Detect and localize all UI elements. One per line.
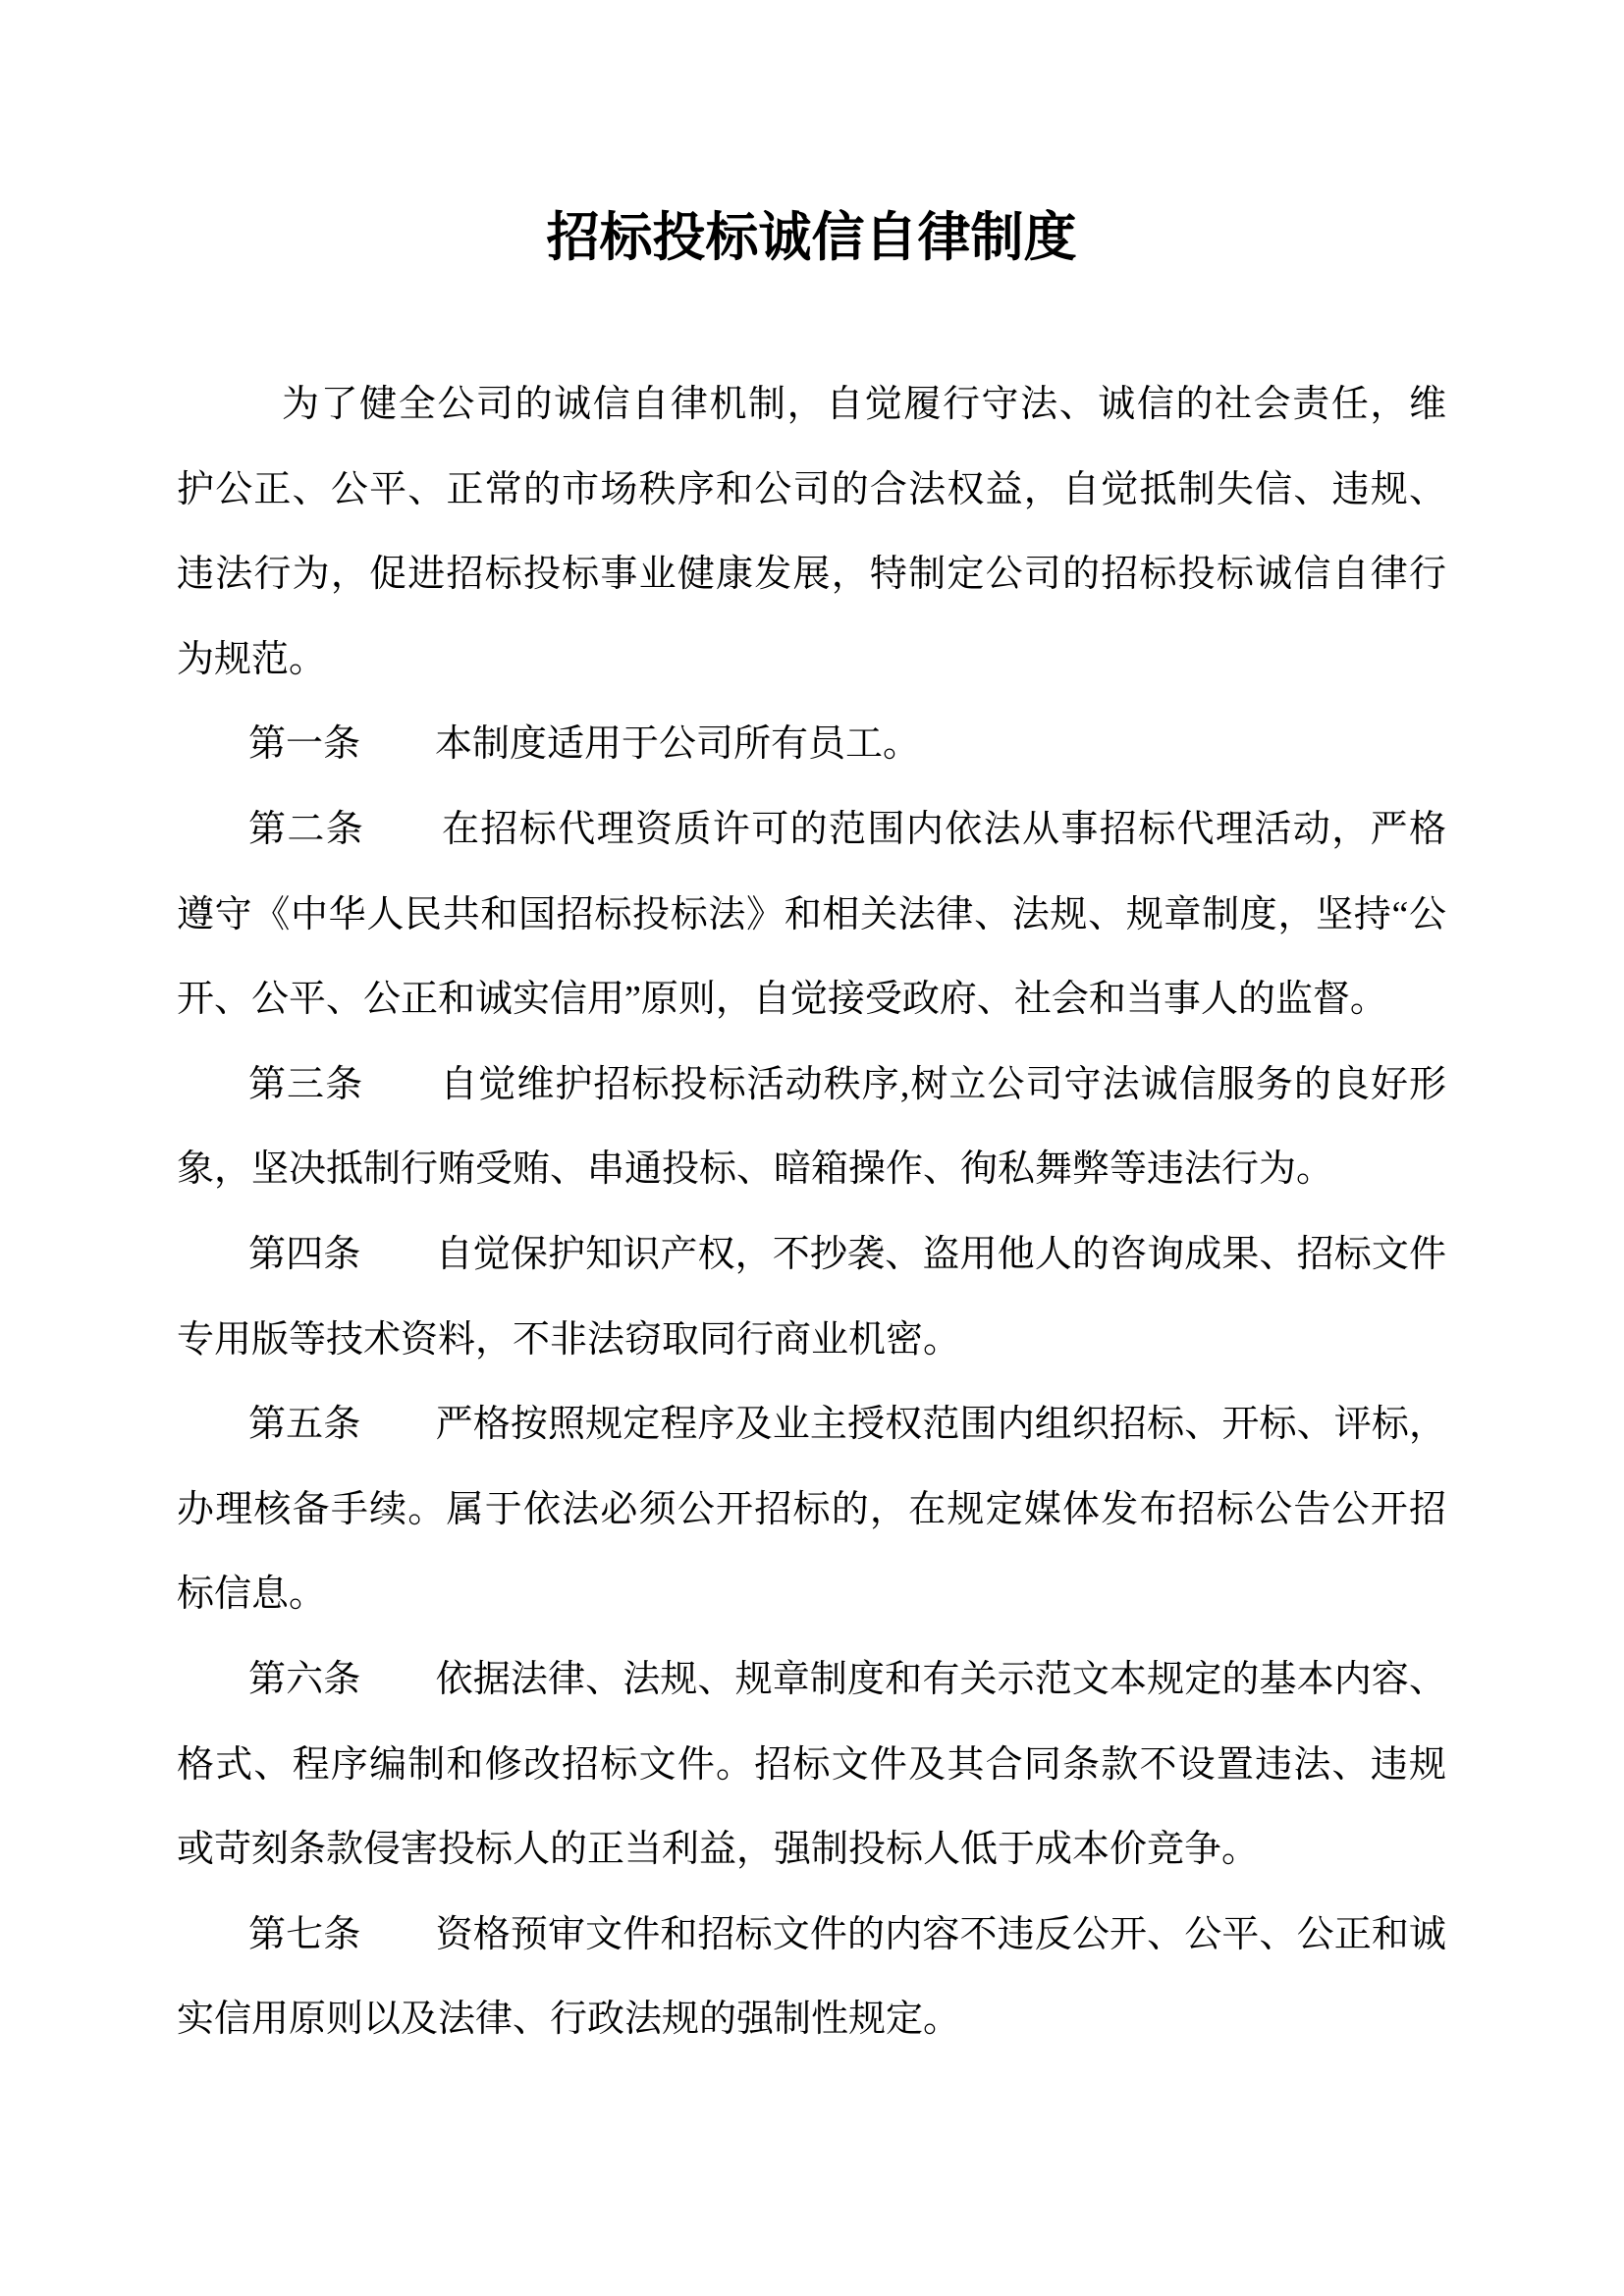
document-body xyxy=(177,362,1446,2062)
text-line: 开、公平、公正和诚实信用”原则，自觉接受政府、社会和当事人的监督。 xyxy=(177,979,1387,1021)
document-title: 招标投标诚信自律制度 xyxy=(546,208,1077,267)
text-line: 违法行为，促进招标投标事业健康发展，特制定公司的招标投标诚信自律行 xyxy=(177,554,1446,596)
text-line: 实信用原则以及法律、行政法规的强制性规定。 xyxy=(177,1999,961,2041)
text-line: 第七条 资格预审文件和招标文件的内容不违反公开、公平、公正和诚 xyxy=(248,1913,1446,1955)
text-line: 格式、程序编制和修改招标文件。招标文件及其合同条款不设置违法、违规 xyxy=(177,1743,1446,1786)
text-line: 为规范。 xyxy=(177,638,327,680)
text-line: 办理核备手续。属于依法必须公开招标的，在规定媒体发布招标公告公开招 xyxy=(177,1488,1446,1530)
text-line: 第六条 依据法律、法规、规章制度和有关示范文本规定的基本内容、 xyxy=(248,1658,1446,1700)
text-line: 遵守《中华人民共和国招标投标法》和相关法律、法规、规章制度，坚持“公 xyxy=(177,893,1446,935)
text-line: 象，坚决抵制行贿受贿、串通投标、暗箱操作、徇私舞弊等违法行为。 xyxy=(177,1148,1334,1191)
text-line: 为了健全公司的诚信自律机制，自觉履行守法、诚信的社会责任，维 xyxy=(282,384,1446,425)
text-line: 第五条 严格按照规定程序及业主授权范围内组织招标、开标、评标， xyxy=(248,1404,1446,1446)
text-line: 第三条 自觉维护招标投标活动秩序,树立公司守法诚信服务的良好形 xyxy=(248,1063,1446,1105)
text-line: 护公正、公平、正常的市场秩序和公司的合法权益，自觉抵制失信、违规、 xyxy=(177,468,1446,510)
text-line: 第二条 在招标代理资质许可的范围内依法从事招标代理活动，严格 xyxy=(248,808,1446,850)
text-line: 专用版等技术资料，不非法窃取同行商业机密。 xyxy=(177,1318,961,1361)
text-line: 第一条 本制度适用于公司所有员工。 xyxy=(248,723,921,766)
text-line: 第四条 自觉保护知识产权，不抄袭、盗用他人的咨询成果、招标文件 xyxy=(248,1233,1446,1275)
text-line: 或苛刻条款侵害投标人的正当利益，强制投标人低于成本价竞争。 xyxy=(177,1829,1260,1871)
text-line: 标信息。 xyxy=(177,1574,327,1616)
